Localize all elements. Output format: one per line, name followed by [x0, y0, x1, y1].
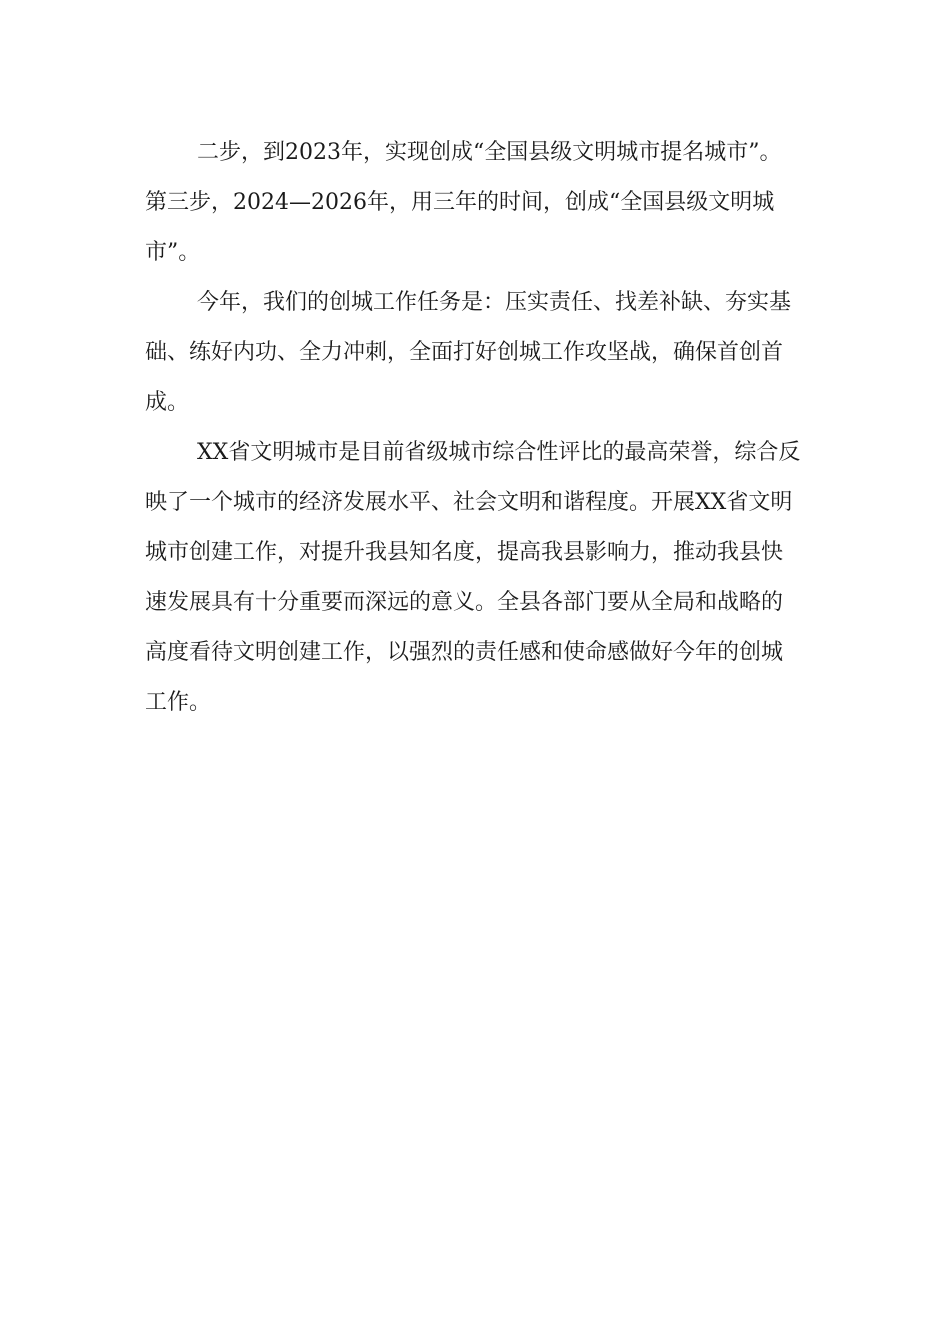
- paragraph-line: 二步，到2023年，实现创成“全国县级文明城市提名城市”。: [197, 140, 782, 165]
- paragraph-line: 础、练好内功、全力冲刺，全面打好创城工作攻坚战，确保首创首: [145, 340, 784, 365]
- paragraph-line: 今年，我们的创城工作任务是：压实责任、找差补缺、夯实基: [197, 290, 792, 315]
- paragraph-1: [145, 128, 805, 278]
- paragraph-3: [145, 428, 805, 728]
- paragraph-line: 第三步，2024—2026年，用三年的时间，创成“全国县级文明城: [145, 190, 775, 215]
- paragraph-line: 高度看待文明创建工作，以强烈的责任感和使命感做好今年的创城: [145, 640, 784, 665]
- paragraph-line: 映了一个城市的经济发展水平、社会文明和谐程度。开展XX省文明: [145, 490, 793, 515]
- paragraph-line: 城市创建工作，对提升我县知名度，提高我县影响力，推动我县快: [145, 540, 784, 565]
- paragraph-line: 速发展具有十分重要而深远的意义。全县各部门要从全局和战略的: [145, 590, 784, 615]
- paragraph-2: [145, 278, 805, 428]
- paragraph-line: 市”。: [145, 240, 201, 265]
- paragraph-line: 工作。: [145, 690, 212, 715]
- paragraph-line: XX省文明城市是目前省级城市综合性评比的最高荣誉，综合反: [197, 440, 801, 465]
- paragraph-line: 成。: [145, 390, 190, 415]
- document-body: [145, 128, 805, 728]
